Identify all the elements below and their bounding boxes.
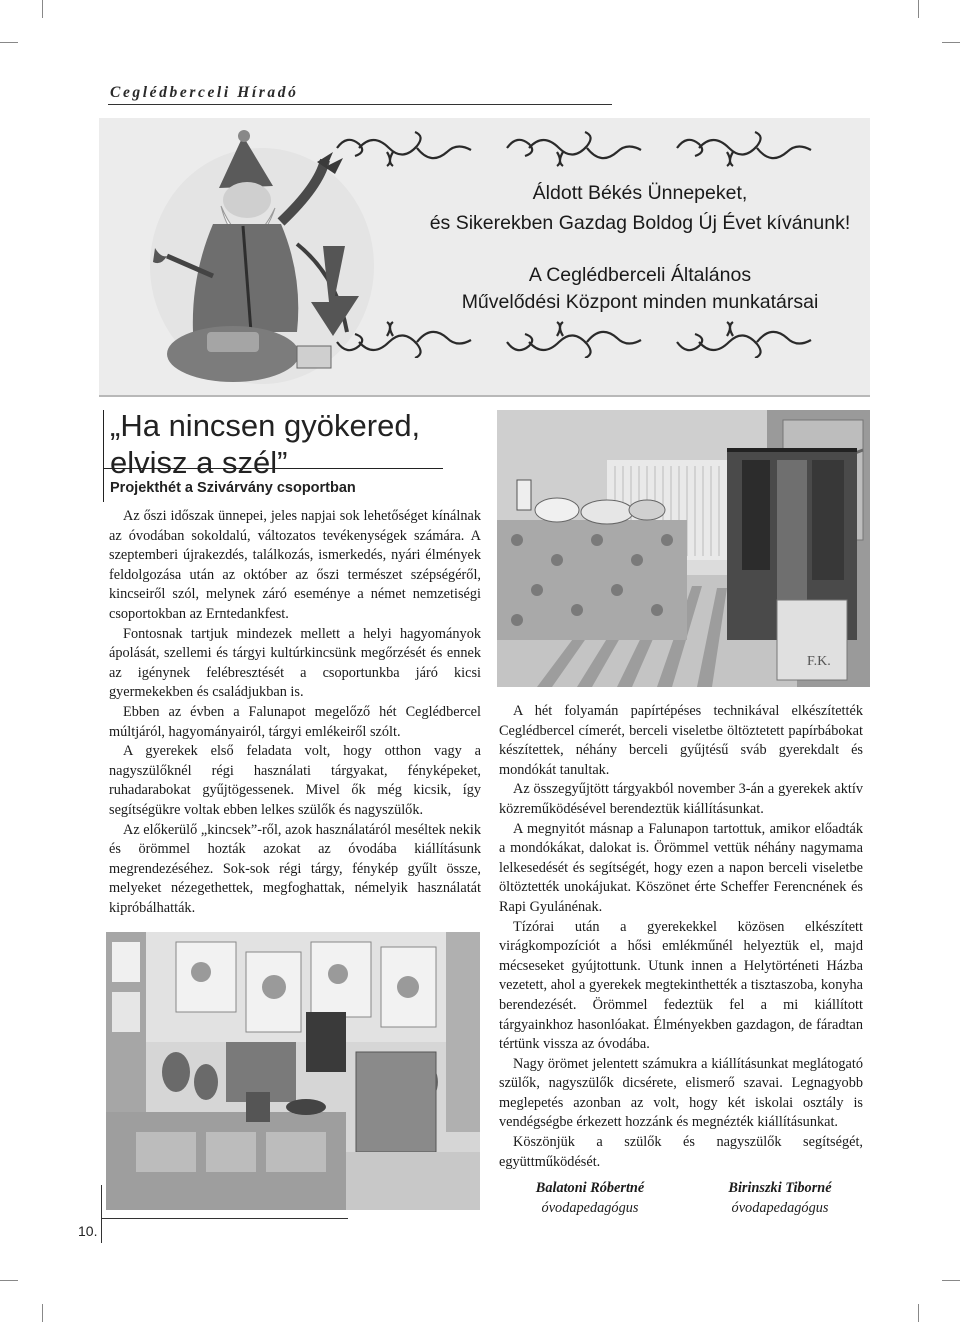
footer-rule xyxy=(102,1218,348,1219)
greeting-line-3: A Ceglédberceli Általános xyxy=(528,264,752,286)
paragraph: Az őszi időszak ünnepei, jeles napjai sok lehetőséget kínálnak az óvodában sokoldalú, változatos tevékenységek számára. A szeptemberi újrakezdés, találkozás, ismerkedés, nyári élmények feldolgozása után az október az őszi természet szépségéről, kincseiről szól, melynek záró eseménye a német nemzetiségi csoportokban az Erntedankfest. xyxy=(109,508,481,622)
greeting-line-1: Áldott Békés Ünnepeket, xyxy=(532,182,748,204)
crop-mark xyxy=(918,1304,919,1322)
signature-name: Birinszki Tiborné xyxy=(728,1180,832,1196)
ornament-top xyxy=(327,128,827,168)
title-line-1: „Ha nincsen gyökered, xyxy=(110,408,421,443)
article-title xyxy=(110,407,490,481)
crop-mark xyxy=(0,1280,18,1281)
paragraph: Az összegyűjtött tárgyakból november 3-án a gyerekek aktív közreműködésével berendeztük kiállításunkat. xyxy=(499,781,863,817)
crop-mark xyxy=(918,0,919,18)
article-subtitle: Projekthét a Szivárvány csoportban xyxy=(110,480,356,496)
paragraph: Az előkerülő „kincsek”-ről, azok használatáról meséltek nekik és örömmel hozták azokat az óvodába kiállításunk megrendezéséhez. Sok-sok régi tárgy, fénykép gyűlt össze, melyeket nézegethettek, megfoghattak, némelyik használatát kipróbálhatták. xyxy=(109,821,481,916)
signature-2 xyxy=(700,1178,860,1218)
greeting-box xyxy=(99,118,870,397)
crop-mark xyxy=(42,0,43,18)
left-column-text xyxy=(109,507,481,918)
paragraph: Köszönjük a szülők és nagyszülők segítségét, együttműködését. xyxy=(499,1134,863,1170)
paragraph: Tízórai után a gyerekekkel közösen elkészített virágkompozíciót a hősi emlékműnél helyeztük el, majd mécseseket gyújtottunk. Utunk innen a Helytörténeti Házba vezetett, ahol a gyerekek megtekinthették a tisztaszoba, konyha berendezését. Örömmel fedeztük fel a mi kiállított tárgyainkhoz hasonlóakat. Élményekben gazdagon, de fáradtan tértünk vissza az óvodába. xyxy=(499,918,863,1053)
title-line-2: elvisz a szél” xyxy=(110,445,288,480)
masthead: Ceglédberceli Híradó xyxy=(110,84,299,101)
masthead-rule xyxy=(108,104,612,105)
crop-mark xyxy=(942,1280,960,1281)
signature-name: Balatoni Róbertné xyxy=(535,1180,645,1196)
crop-mark xyxy=(942,42,960,43)
photo-exhibition-room xyxy=(497,410,870,687)
paragraph: A gyerekek első feladata volt, hogy otthon vagy a nagyszülőknél régi használati tárgyakat, fényképeket, ruhadarabokat gyűjtögessenek. Mivel ők még kicsik, így segítségükre voltak ebben lelkes szülők és nagyszülők. xyxy=(109,743,481,818)
ornament-bottom xyxy=(327,318,827,358)
photo-exhibition-wall xyxy=(106,932,480,1210)
greeting-line-2: és Sikerekben Gazdag Boldog Új Évet kívánunk! xyxy=(429,212,851,234)
crop-mark xyxy=(0,42,18,43)
right-column-text xyxy=(499,702,863,1172)
paragraph: Fontosnak tartjuk mindezek mellett a helyi hagyományok ápolását, szellemi és tárgyi kultúrkincsünk megőrzését és ennek az igénynek felébresztését a csoportunkba járó kicsi gyermekekben és családjukban is. xyxy=(109,625,481,701)
page-number: 10. xyxy=(78,1223,98,1239)
title-vertical-rule xyxy=(103,410,104,502)
greeting-line-4: Művelődési Központ minden munkatársai xyxy=(461,291,819,313)
signature-role: óvodapedagógus xyxy=(541,1200,639,1216)
paragraph: A megnyitót másnap a Falunapon tartottuk, amikor előadták a mondókákat, dalokat is. Örömmel vettük néhány nagymama lelkesedését és segítségét, hogy ezen a napon berceli viseletbe öltöztették unokájukat. Köszönet érte Scheffer Ferencnének és Rapi Gyulánénak. xyxy=(499,820,863,915)
signature-1 xyxy=(510,1178,670,1218)
paragraph: A hét folyamán papírtépéses technikával elkészítették Ceglédbercel címerét, berceli viseletbe öltöztetett papírbábokat készítettek, néhány berceli gyűjtésű sváb gyerekdalt és mondókát tanultak. xyxy=(499,703,863,778)
crop-mark xyxy=(42,1304,43,1322)
paragraph: Nagy örömet jelentett számukra a kiállításunkat meglátogató szülők, nagyszülők dicsérete, elismerő szavai. Legnagyobb meglepetés azonban az volt, hogy két iskolai osztály is vendégségbe érkezett hozzánk és megnézték kiállításunkat. xyxy=(499,1055,863,1131)
signature-role: óvodapedagógus xyxy=(731,1200,829,1216)
page-vertical-rule xyxy=(101,1185,102,1243)
photo-label-text: F.K. xyxy=(807,654,831,669)
paragraph: Ebben az évben a Falunapot megelőző hét Ceglédbercel múltjáról, hagyományairól, tárgyi emlékeiről szólt. xyxy=(109,703,481,740)
